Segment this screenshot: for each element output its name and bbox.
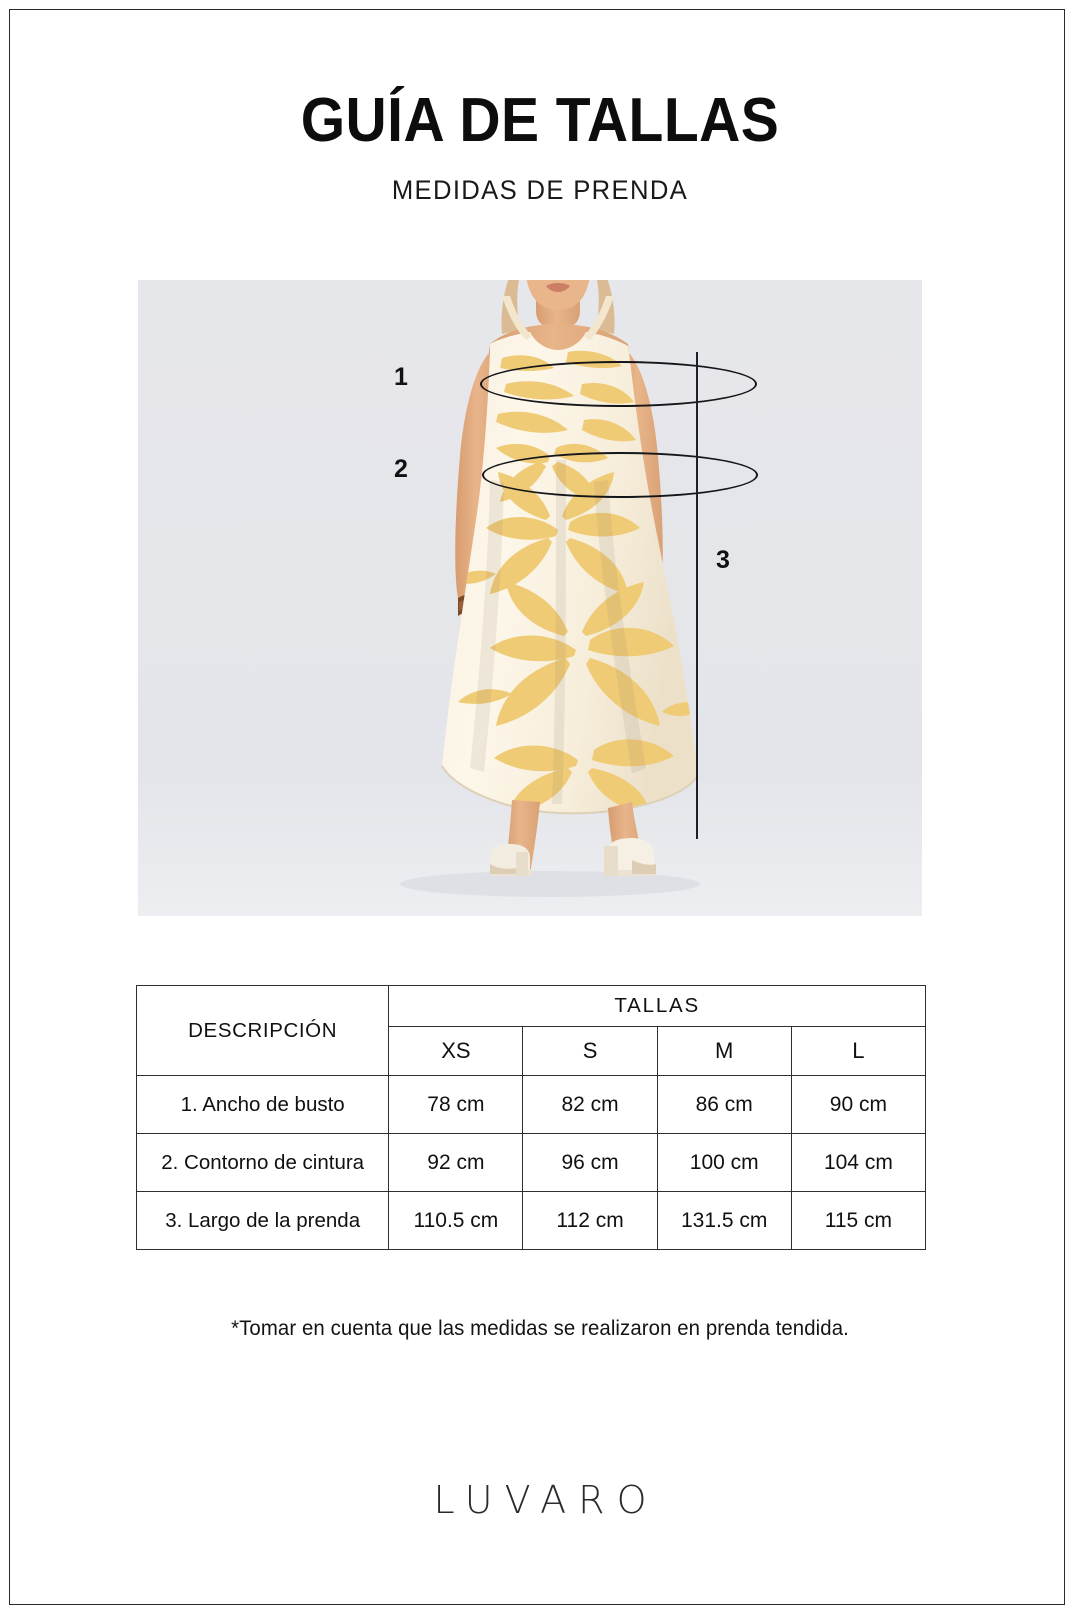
header-size-s: S	[523, 1027, 657, 1076]
cell-largo-xs: 110.5 cm	[389, 1192, 523, 1250]
marker-label-3: 3	[716, 546, 730, 574]
waist-measure-ellipse	[482, 452, 758, 498]
cell-largo-m: 131.5 cm	[657, 1192, 791, 1250]
cell-busto-xs: 78 cm	[389, 1076, 523, 1134]
size-measurements-table	[136, 985, 926, 1250]
header-size-xs: XS	[389, 1027, 523, 1076]
header-size-l: L	[791, 1027, 925, 1076]
row-label-busto: 1. Ancho de busto	[137, 1076, 389, 1134]
table-row	[137, 1134, 926, 1192]
cell-busto-m: 86 cm	[657, 1076, 791, 1134]
row-label-largo: 3. Largo de la prenda	[137, 1192, 389, 1250]
header-tallas: TALLAS	[389, 986, 926, 1027]
brand-logo: LUVARO	[433, 1478, 659, 1522]
table-row	[137, 1192, 926, 1250]
cell-busto-s: 82 cm	[523, 1076, 657, 1134]
cell-largo-l: 115 cm	[791, 1192, 925, 1250]
cell-cintura-m: 100 cm	[657, 1134, 791, 1192]
cell-cintura-xs: 92 cm	[389, 1134, 523, 1192]
measurement-footnote: *Tomar en cuenta que las medidas se realizaron en prenda tendida.	[231, 1317, 849, 1340]
table-row	[137, 1076, 926, 1134]
header-size-m: M	[657, 1027, 791, 1076]
garment-photo-panel	[138, 280, 922, 916]
bust-measure-ellipse	[480, 361, 757, 407]
cell-cintura-s: 96 cm	[523, 1134, 657, 1192]
marker-label-1: 1	[394, 363, 408, 391]
table-header-row-top	[137, 986, 926, 1027]
length-measure-line	[696, 352, 698, 839]
cell-largo-s: 112 cm	[523, 1192, 657, 1250]
page-title: GUÍA DE TALLAS	[300, 86, 780, 155]
page-subtitle: MEDIDAS DE PRENDA	[391, 175, 689, 205]
marker-label-2: 2	[394, 455, 408, 483]
cell-busto-l: 90 cm	[791, 1076, 925, 1134]
cell-cintura-l: 104 cm	[791, 1134, 925, 1192]
header-descripcion: DESCRIPCIÓN	[137, 986, 389, 1076]
row-label-cintura: 2. Contorno de cintura	[137, 1134, 389, 1192]
